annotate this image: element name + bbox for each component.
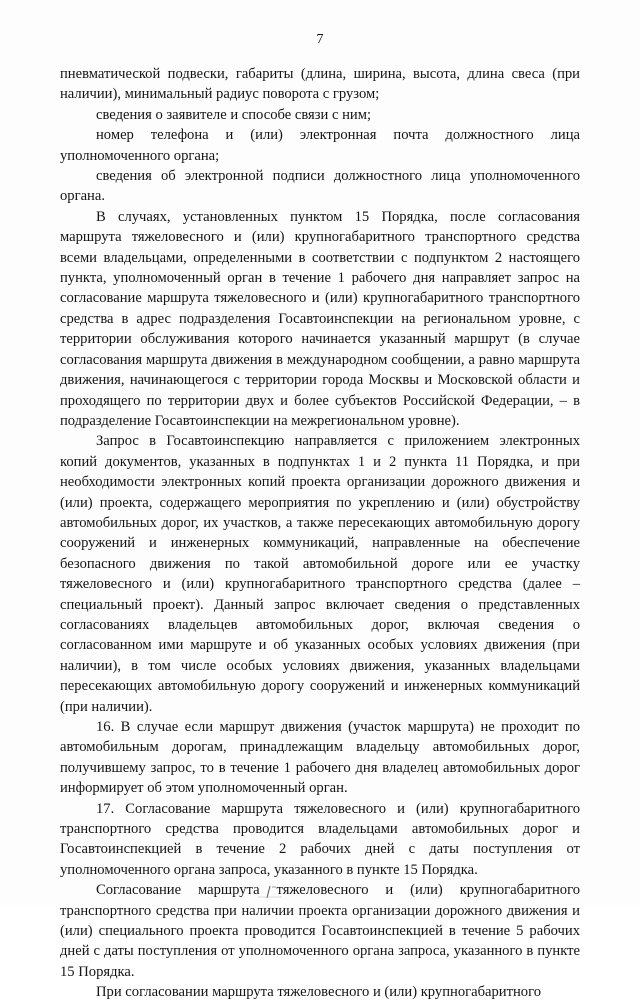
paragraph: пневматической подвески, габариты (длина, ширина, высота, длина свеса (при наличии), минимальный радиус поворота с грузом;: [60, 66, 580, 103]
paragraph: номер телефона и (или) электронная почта должностного лица уполномоченного органа;: [60, 127, 580, 164]
paragraph: 16. В случае если маршрут движения (участок маршрута) не проходит по автомобильным дорогам, принадлежащим владельцу автомобильных дорог, получившему запрос, то в течение 1 рабочего дня владелец автомобильных дорог информирует об этом уполномоченный орган.: [60, 719, 580, 797]
paragraph: В случаях, установленных пунктом 15 Порядка, после согласования маршрута тяжеловесного и (или) крупногабаритного транспортного средства всеми владельцами, определенными в соответствии с подпунктом 2 настоящего пункта, уполномоченный орган в течение 1 рабочего дня направляет запрос на согласование маршрута тяжеловесного и (или) крупногабаритного транспортного средства в адрес подразделения Госавтоинспекции на региональном уровне, с территории обслуживания которого начинается указанный маршрут (в случае согласования маршрута движения в международном сообщении, а равно маршрута движения, начинающегося с территории города Москвы и Московской области и проходящего по территории двух и более субъектов Российской Федерации, – в подразделение Госавтоинспекции на межрегиональном уровне).: [60, 208, 580, 429]
paragraph: Согласование маршрута тяжеловесного и (или) крупногабаритного транспортного средства при наличии проекта организации дорожного движения и (или) специального проекта проводится Госавтоинспекцией в течение 5 рабочих дней с даты поступления от уполномоченного органа запроса, указанного в пункте 15 Порядка.: [60, 882, 580, 980]
paragraph: При согласовании маршрута тяжеловесного и (или) крупногабаритного: [96, 984, 541, 1001]
page-number: 7: [316, 32, 324, 47]
scan-mark-icon: [240, 884, 300, 900]
paragraph: Запрос в Госавтоинспекцию направляется с приложением электронных копий документов, указанных в подпунктах 1 и 2 пункта 11 Порядка, и при необходимости электронных копий проекта организации дорожного движения и (или) проекта, содержащего мероприятия по укреплению и (или) обустройству автомобильных дорог, их участков, а также пересекающих автомобильную дорогу сооружений и инженерных коммуникаций, направленные на обеспечение безопасного движения по такой автомобильной дороге или ее участку тяжеловесного и (или) крупногабаритного транспортного средства (далее – специальный проект). Данный запрос включает сведения о представленных согласованиях владельцев автомобильных дорог, включая сведения о согласованном ими маршруте и об указанных особых условиях движения (при наличии), в том числе особых условиях движения, указанных владельцами пересекающих автомобильную дорогу сооружений и инженерных коммуникаций (при наличии).: [60, 433, 580, 715]
paragraph: сведения об электронной подписи должностного лица уполномоченного органа.: [60, 168, 580, 205]
document-body: [60, 64, 580, 1003]
paragraph: 17. Согласование маршрута тяжеловесного и (или) крупногабаритного транспортного средства проводится владельцами автомобильных дорог и Госавтоинспекцией в течение 2 рабочих дней с даты поступления от уполномоченного органа запроса, указанного в пункте 15 Порядка.: [60, 800, 580, 878]
paragraph: сведения о заявителе и способе связи с ним;: [96, 106, 372, 123]
